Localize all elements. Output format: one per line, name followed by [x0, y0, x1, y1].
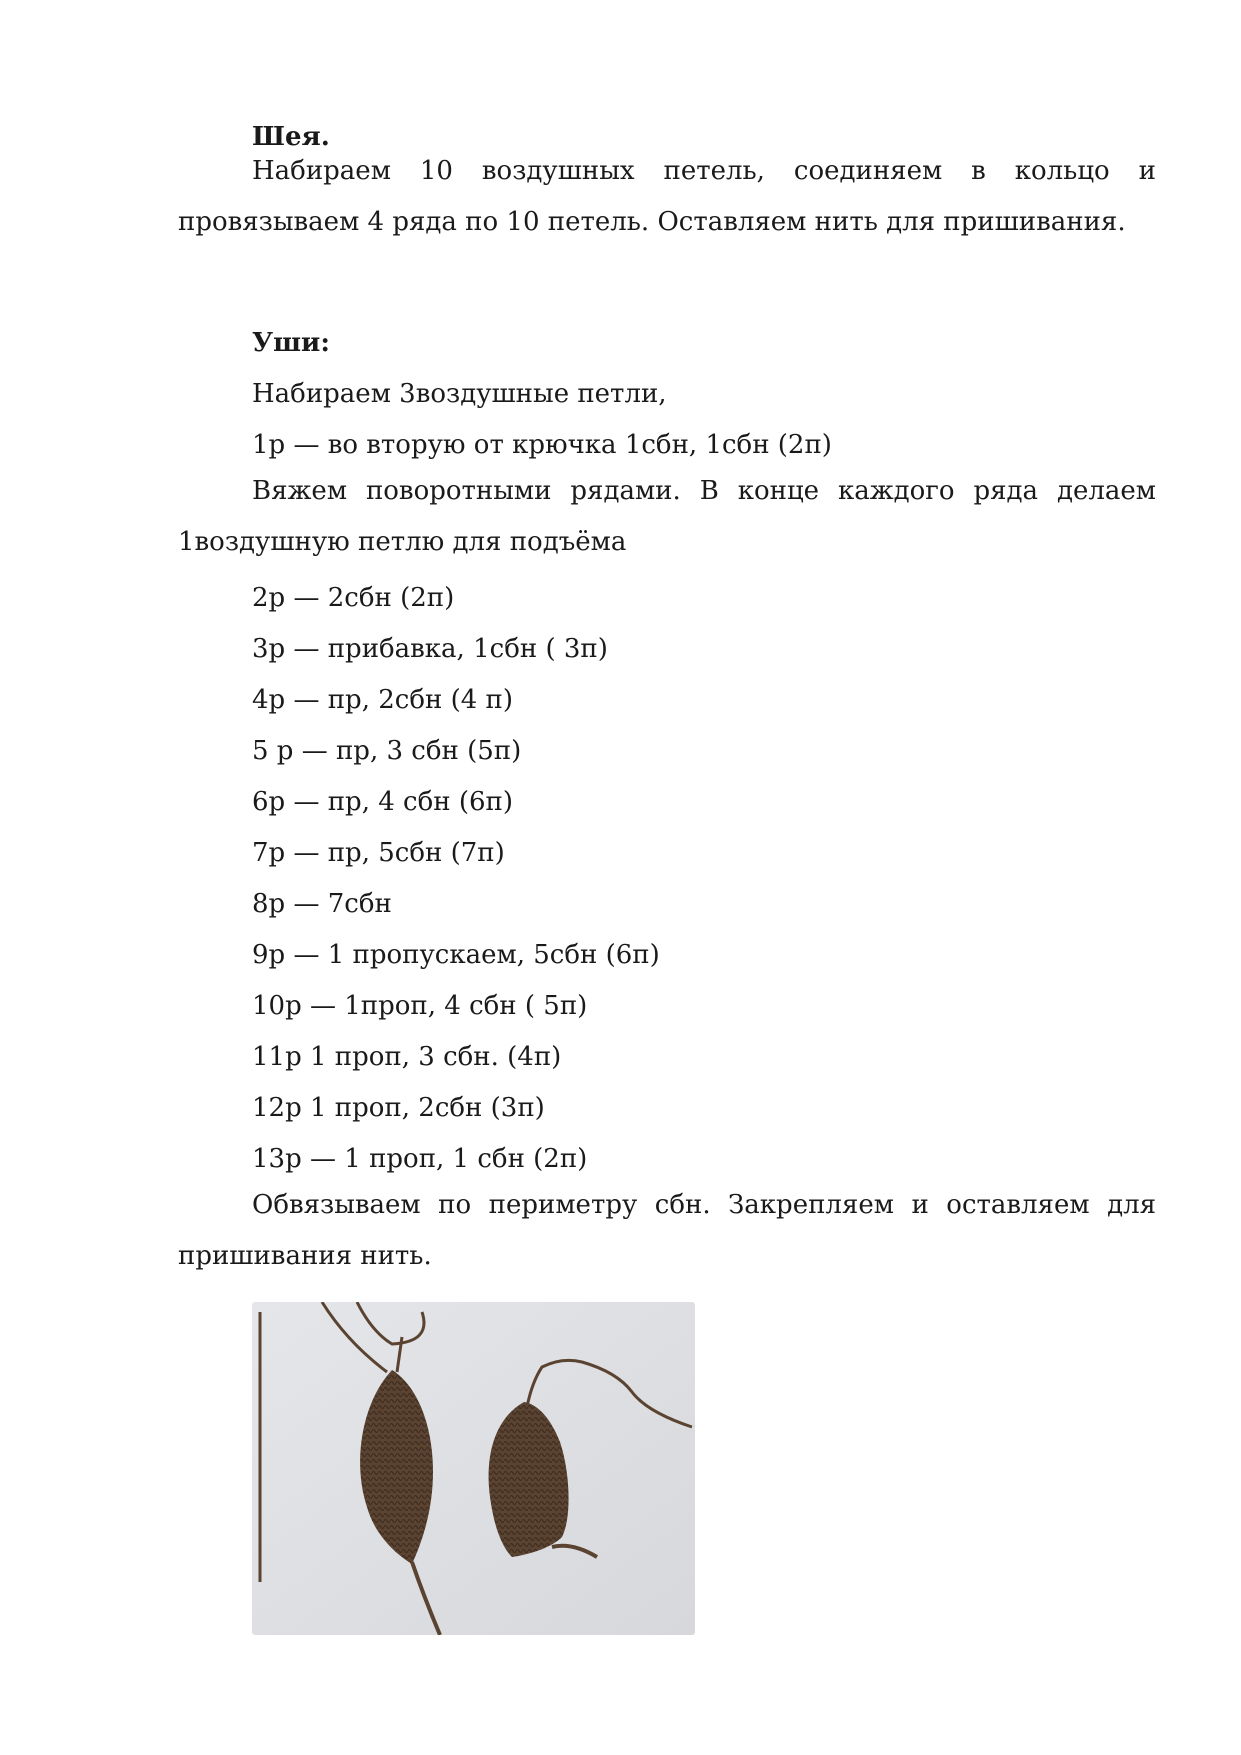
- ears-turning-note: Вяжем поворотными рядами. В конце каждого ряда делаем 1воздушную петлю для подъёма: [178, 476, 1156, 557]
- ears-row-item: 4р — пр, 2сбн (4 п): [252, 685, 513, 715]
- ears-row-item: 2р — 2сбн (2п): [252, 583, 455, 613]
- ears-row-item: 7р — пр, 5сбн (7п): [252, 838, 505, 868]
- crochet-ears-photo: [252, 1302, 695, 1635]
- ears-row-item: 8р — 7сбн: [252, 889, 392, 919]
- ears-row-item: 13р — 1 проп, 1 сбн (2п): [252, 1144, 588, 1174]
- neck-heading: Шея.: [252, 122, 330, 152]
- ears-row-item: 10р — 1проп, 4 сбн ( 5п): [252, 991, 588, 1021]
- ears-row-item: 5 р — пр, 3 сбн (5п): [252, 736, 522, 766]
- ears-heading: Уши:: [252, 328, 330, 358]
- ears-row-item: 9р — 1 пропускаем, 5сбн (6п): [252, 940, 660, 970]
- ears-row-item: 12р 1 проп, 2сбн (3п): [252, 1093, 545, 1123]
- neck-paragraph: Набираем 10 воздушных петель, соединяем в кольцо и провязываем 4 ряда по 10 петель. Оставляем нить для пришивания.: [178, 156, 1156, 237]
- ears-row-1: 1р — во вторую от крючка 1сбн, 1сбн (2п): [252, 430, 832, 460]
- ears-row-item: 3р — прибавка, 1сбн ( 3п): [252, 634, 608, 664]
- ears-cast-on: Набираем 3воздушные петли,: [252, 379, 667, 409]
- ears-row-item: 6р — пр, 4 сбн (6п): [252, 787, 513, 817]
- ears-row-item: 11р 1 проп, 3 сбн. (4п): [252, 1042, 562, 1072]
- ears-finish-paragraph: Обвязываем по периметру сбн. Закрепляем и оставляем для пришивания нить.: [178, 1190, 1156, 1271]
